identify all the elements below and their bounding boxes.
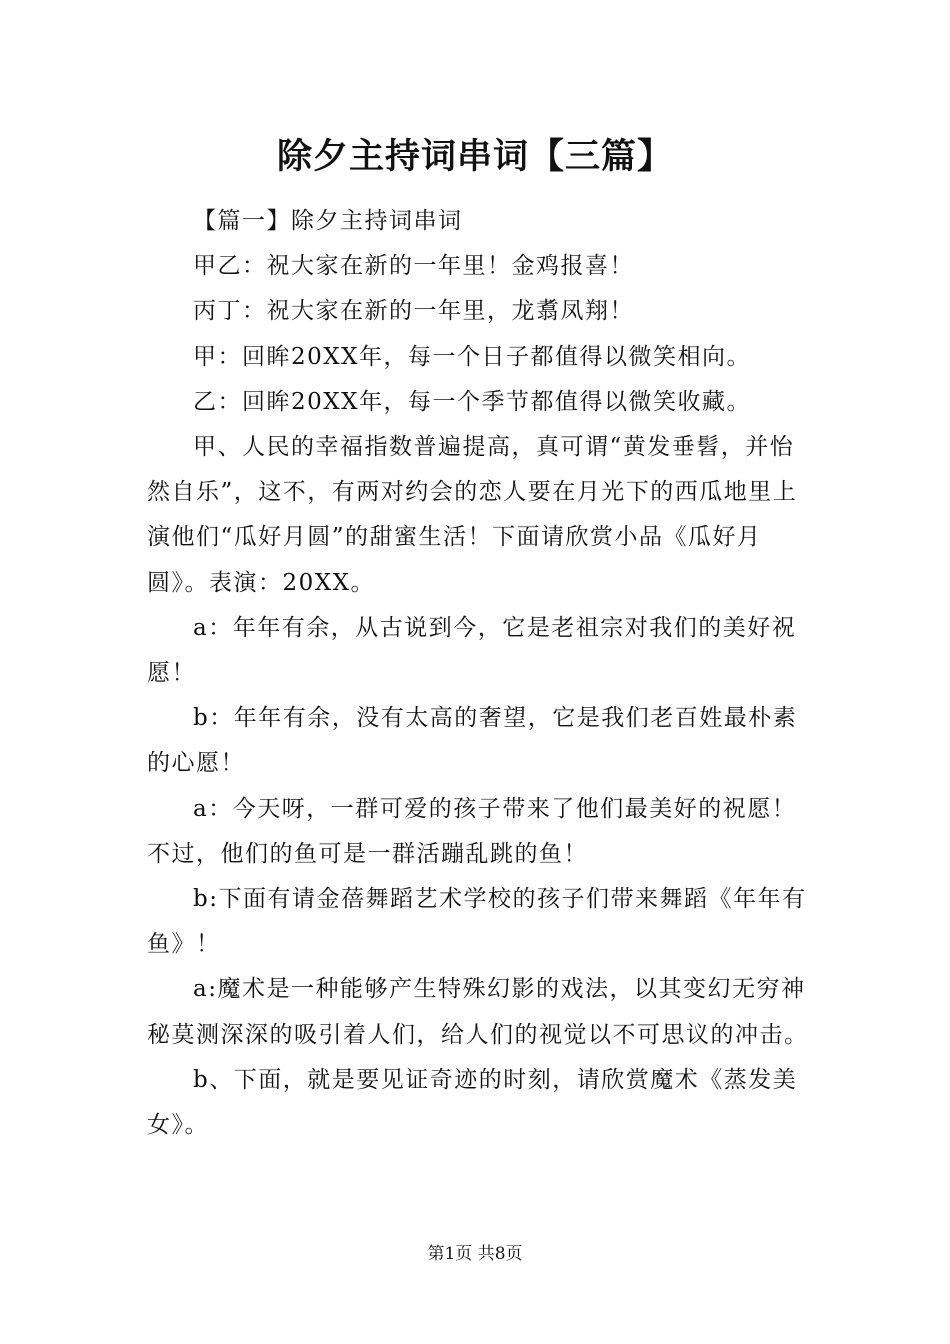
paragraph: 甲乙：祝大家在新的一年里！金鸡报喜！ — [193, 253, 634, 280]
paragraph: 乙：回眸20XX年，每一个季节都值得以微笑收藏。 — [193, 388, 752, 415]
paragraph: a：今天呀，一群可爱的孩子带来了他们最美好的祝愿！不过，他们的鱼可是一群活蹦乱跳的鱼！ — [147, 795, 797, 867]
paragraph: 甲：回眸20XX年，每一个日子都值得以微笑相向。 — [193, 343, 752, 370]
paragraph: a:魔术是一种能够产生特殊幻影的戏法，以其变幻无穷神秘莫测深深的吸引着人们，给人们的视觉以不可思议的冲击。 — [147, 976, 809, 1048]
section-heading: 【篇一】除夕主持词串词 — [193, 208, 463, 234]
paragraph: 丙丁：祝大家在新的一年里，龙翥凤翔！ — [193, 298, 634, 325]
paragraph: a：年年有余，从古说到今，它是老祖宗对我们的美好祝愿！ — [147, 614, 797, 687]
page-number-footer: 第1页 共8页 — [427, 1244, 523, 1264]
paragraph: 甲、人民的幸福指数普遍提高，真可谓“黄发垂髫，并怡然自乐”，这不，有两对约会的恋人要在月光下的西瓜地里上演他们“瓜好月圆”的甜蜜生活！下面请欣赏小品《瓜好月圆》。表演：20XX。 — [147, 434, 798, 596]
paragraph: b:下面有请金蓓舞蹈艺术学校的孩子们带来舞蹈《年年有鱼》！ — [147, 886, 807, 958]
paragraph: b：年年有余，没有太高的奢望，它是我们老百姓最朴素的心愿！ — [147, 705, 798, 777]
document-title: 除夕主持词串词【三篇】 — [276, 136, 673, 177]
paragraph: b、下面，就是要见证奇迹的时刻，请欣赏魔术《蒸发美女》。 — [147, 1066, 798, 1139]
document-body — [147, 199, 809, 1148]
